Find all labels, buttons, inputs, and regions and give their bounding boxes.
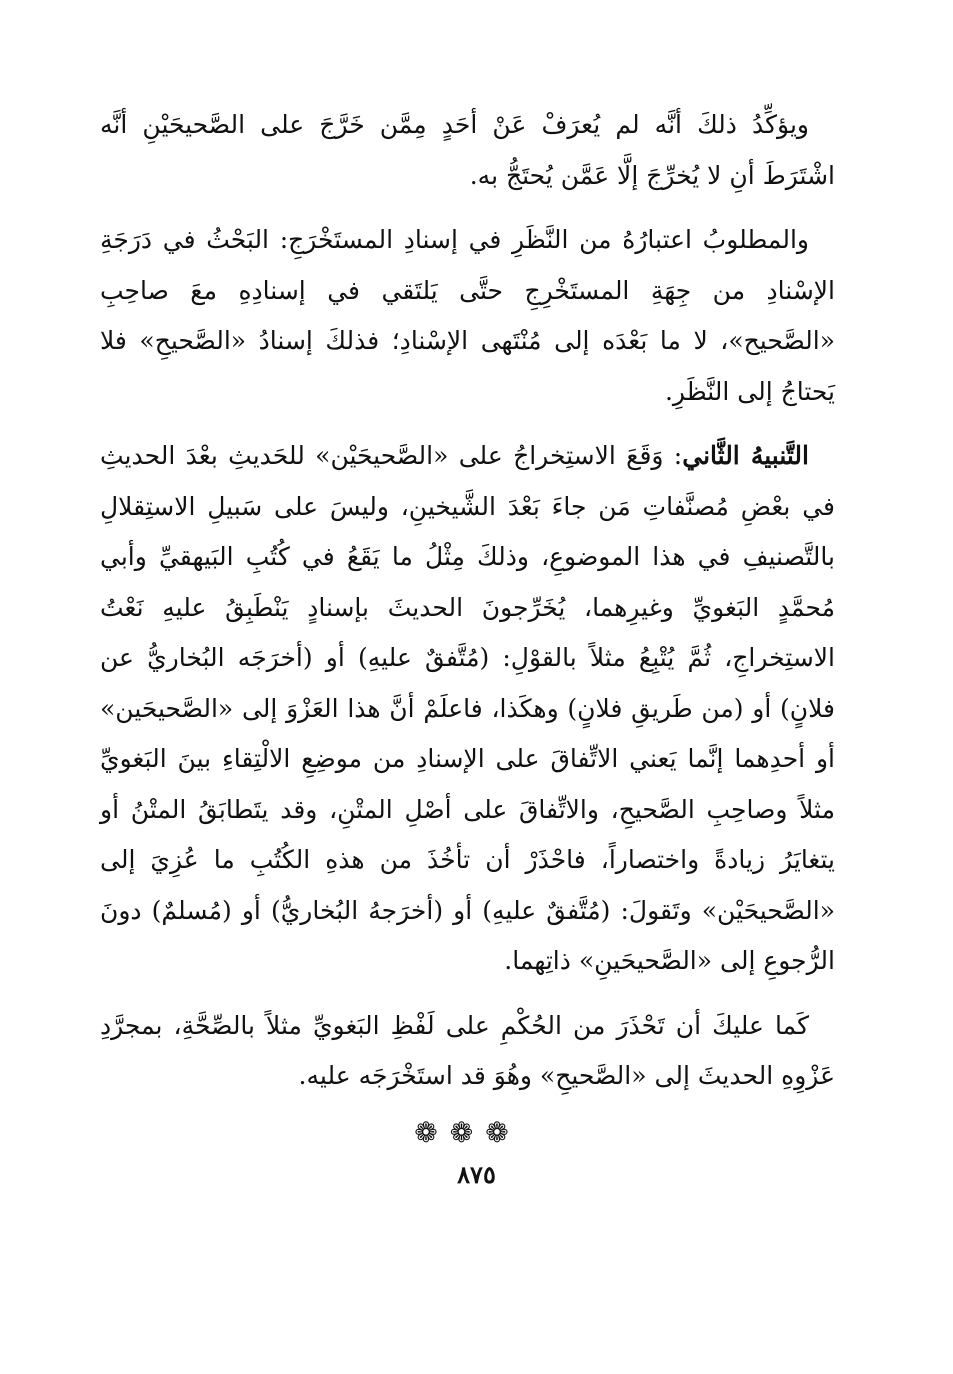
section-divider-ornaments: ❁❁❁	[414, 1115, 521, 1149]
page-content	[100, 100, 835, 1280]
paragraph-1-text: ويؤكِّدُ ذلكَ أنَّه لم يُعرَفْ عَنْ أحَدٍ مِمَّن خَرَّجَ على الصَّحيحَيْنِ أنَّه اشْتَرَطَ أنِ لا يُخرِّجَ إلَّا عَمَّن يُحتَجُّ به.	[100, 110, 835, 190]
page-number: ٨٧٥	[457, 1160, 496, 1189]
paragraph-3	[100, 431, 835, 987]
paragraph-4	[100, 1001, 835, 1102]
paragraph-1	[100, 100, 835, 201]
paragraph-4-text: كَما عليكَ أن تَحْذَرَ من الحُكْمِ على لَفْظِ البَغويِّ مثلاً بالصِّحَّةِ، بمجرَّدِ عَزْوِهِ الحديثَ إلى «الصَّحيحِ» وهُوَ قد استَخْرَجَه عليه.	[100, 1010, 835, 1090]
paragraph-3-heading: التَّنبيهُ الثَّاني	[682, 441, 809, 470]
paragraph-2-text: والمطلوبُ اعتبارُهُ من النَّظَرِ في إسنادِ المستَخْرَجِ: البَحْثُ في دَرَجَةِ الإسْنادِ من جِهَةِ المستَخْرِجِ حتَّى يَلتَقي في إسنادِهِ معَ صاحِبِ «الصَّحيح»، لا ما بَعْدَه إلى مُنْتَهى الإسْنادِ؛ فذلكَ إسنادُ «الصَّحيحِ» فلا يَحتاجُ إلى النَّظَرِ.	[100, 225, 835, 406]
paragraph-3-text: : وَقَعَ الاستِخراجُ على «الصَّحيحَيْن» للحَديثِ بعْدَ الحديثِ في بعْضِ مُصنَّفاتِ مَن جاءَ بَعْدَ الشَّيخينِ، وليسَ على سَبيلِ الاستِقلالِ بالتَّصنيفِ في هذا الموضوعِ، وذلكَ مِثْلُ ما يَقَعُ في كُتُبِ البَيهقيِّ وأبي مُحمَّدٍ البَغويِّ وغيرِهما، يُخَرِّجونَ الحديثَ بإسنادٍ يَنْطَبِقُ عليهِ نَعْتُ الاستِخراجِ، ثُمَّ يُتْبِعُ مثلاً بالقوْلِ: (مُتَّفقٌ عليهِ) أو (أخرَجَه البُخاريُّ عن فلانٍ) أو (من طَريقِ فلانٍ) وهكَذا، فاعلَمْ أنَّ هذا العَزْوَ إلى «الصَّحيحَين» أو أحدِهما إنَّما يَعني الاتِّفاقَ على الإسنادِ من موضِعِ الالْتِقاءِ بينَ البَغويِّ مثلاً وصاحِبِ الصَّحيحِ، والاتِّفاقَ على أصْلِ المتْنِ، وقد يتَطابَقُ المتْنُ أو يتغايَرُ زيادةً واختصاراً، فاحْذَرْ أن تأخُذَ من هذهِ الكُتُبِ ما عُزِيَ إلى «الصَّحيحَيْن» وتَقولَ: (مُتَّفقٌ عليهِ) أو (أخرَجهُ البُخاريُّ) أو (مُسلمٌ) دونَ الرُّجوعِ إلى «الصَّحيحَينِ» ذاتِهما.	[100, 441, 835, 975]
paragraph-2	[100, 215, 835, 417]
